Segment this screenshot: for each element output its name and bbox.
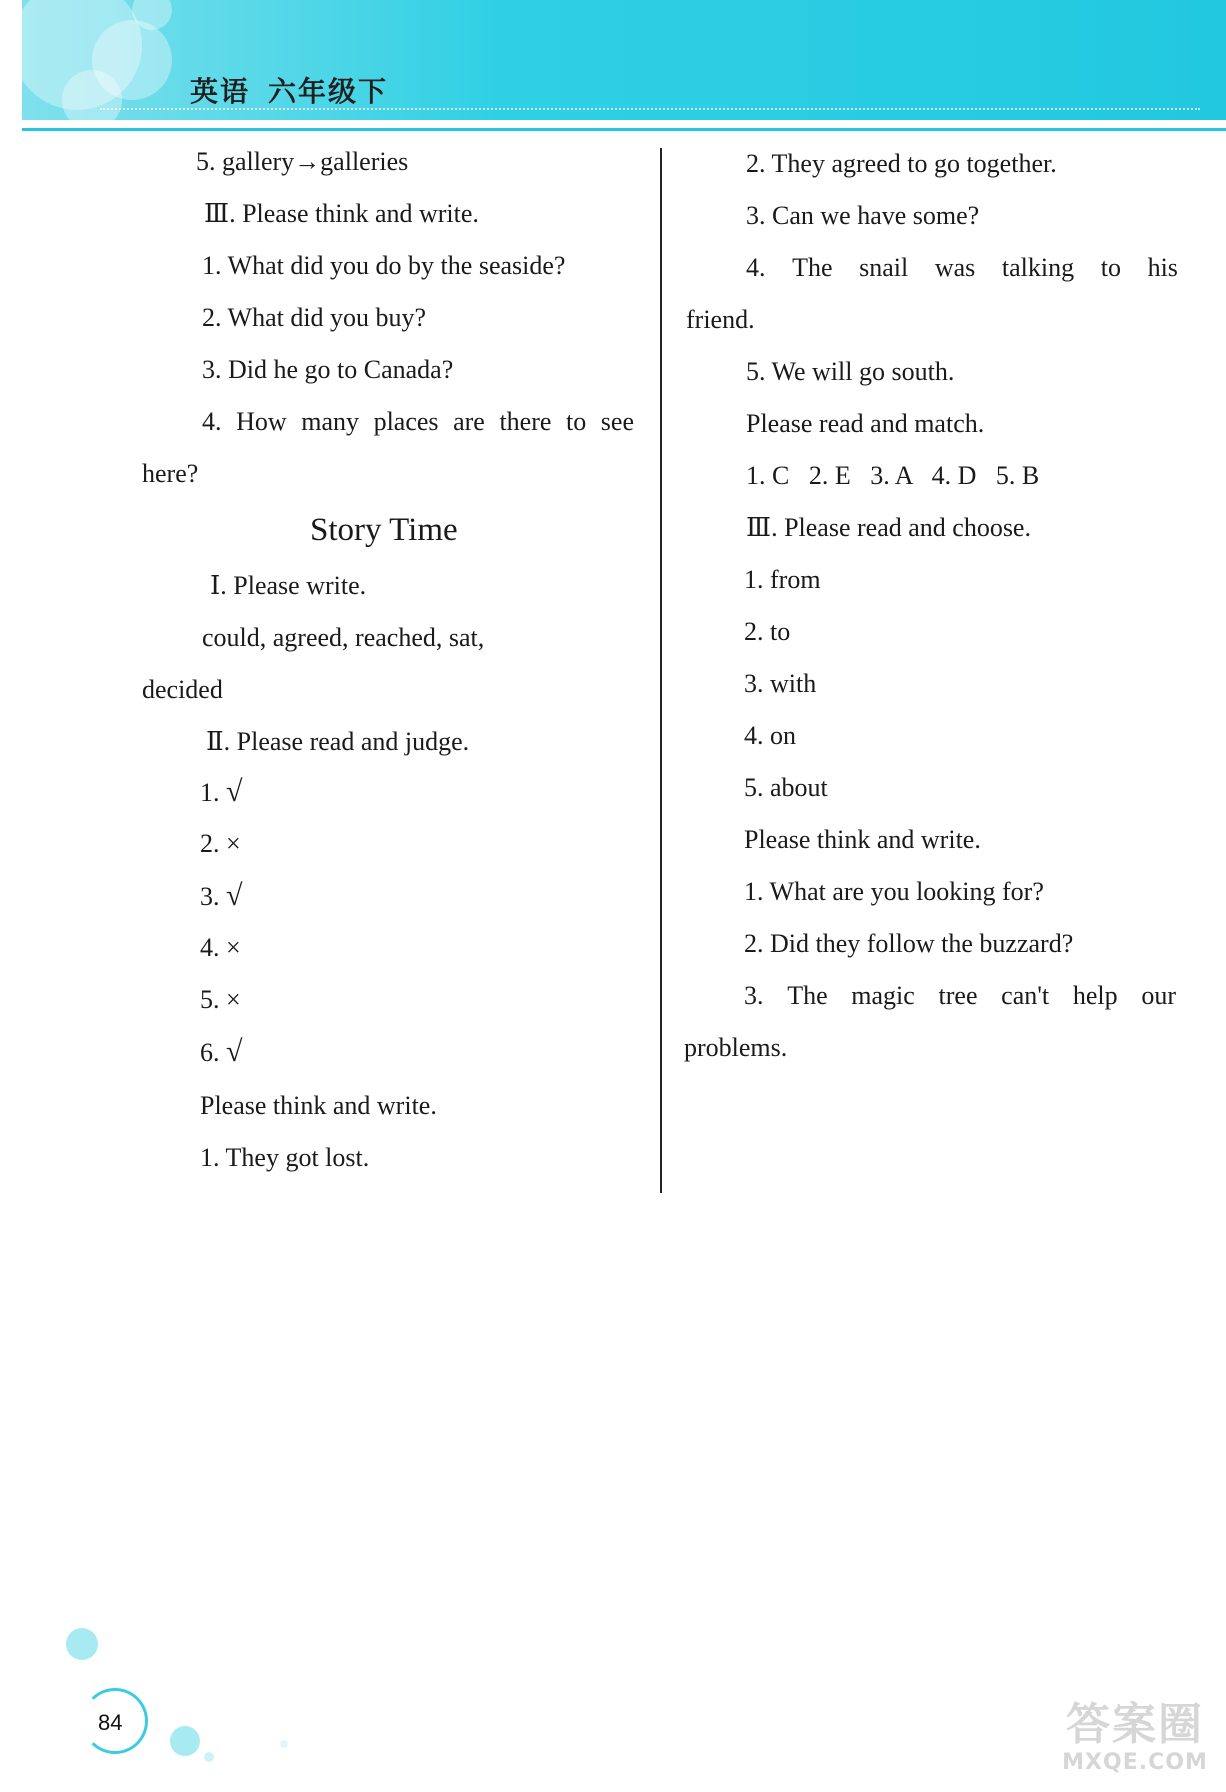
check-mark: √: [226, 1035, 243, 1068]
judge-item: [200, 828, 241, 860]
check-mark: √: [226, 775, 243, 808]
choose-item: 1. from: [744, 565, 821, 594]
judge-number: 6.: [200, 1038, 220, 1067]
word: his: [1147, 253, 1178, 282]
footer-bubble: [204, 1752, 214, 1762]
word: How: [236, 407, 287, 436]
judge-number: 1.: [200, 778, 220, 807]
header-grade: 六年级下: [268, 75, 389, 108]
judge-number: 4.: [200, 933, 220, 962]
word: places: [373, 407, 439, 436]
section-heading: Ⅰ. Please write.: [210, 571, 367, 600]
answer-line: 1. What are you looking for?: [744, 877, 1044, 906]
word: there: [499, 407, 552, 436]
answer-line-justified: [744, 980, 1176, 1012]
answer-line: 5. We will go south.: [746, 357, 955, 386]
word: The: [792, 253, 833, 282]
watermark-text: 答案圈: [1066, 1699, 1204, 1750]
judge-item: [200, 880, 242, 913]
choose-item: 5. about: [744, 773, 828, 802]
answer-line: problems.: [684, 1033, 788, 1062]
judge-item: [200, 984, 241, 1016]
section-heading: Please think and write.: [200, 1091, 437, 1120]
page-number: 84: [98, 1710, 123, 1735]
cross-mark: ×: [226, 829, 241, 858]
answer-line: 1. They got lost.: [200, 1143, 370, 1172]
answer-line: 2. They agreed to go together.: [746, 149, 1057, 178]
section-heading: Ⅱ. Please read and judge.: [206, 727, 470, 756]
answer-line: 5. gallery→galleries: [196, 147, 409, 176]
footer-bubble: [66, 1628, 98, 1660]
word: was: [934, 253, 976, 282]
choose-item: 2. to: [744, 617, 791, 646]
judge-number: 3.: [200, 882, 220, 911]
watermark-logo: [1050, 1700, 1220, 1790]
header-bottom-rule: [22, 128, 1226, 131]
word: tree: [938, 981, 978, 1010]
story-time-title: Story Time: [310, 512, 458, 548]
word: our: [1141, 981, 1176, 1010]
judge-item: [200, 932, 241, 964]
word: 3.: [744, 981, 764, 1010]
word: can't: [1001, 981, 1050, 1010]
judge-number: 5.: [200, 985, 220, 1014]
word: The: [787, 981, 828, 1010]
word: talking: [1001, 253, 1075, 282]
choose-item: 3. with: [744, 669, 817, 698]
footer-bubble: [280, 1740, 288, 1748]
word: to: [565, 407, 587, 436]
answer-line: friend.: [686, 305, 755, 334]
answer-line: 2. What did you buy?: [202, 303, 427, 332]
word: magic: [851, 981, 915, 1010]
answer-line: could, agreed, reached, sat,: [202, 623, 485, 652]
judge-number: 2.: [200, 829, 220, 858]
section-heading: Ⅲ. Please read and choose.: [746, 513, 1031, 542]
check-mark: √: [226, 879, 243, 912]
cross-mark: ×: [226, 933, 241, 962]
judge-item: [200, 1036, 242, 1069]
answer-line-justified: [202, 406, 634, 438]
word: snail: [859, 253, 909, 282]
header-subject: 英语: [190, 75, 251, 108]
header-title: [190, 70, 388, 110]
answer-line: here?: [142, 459, 199, 488]
word: 4.: [746, 253, 766, 282]
column-divider: [660, 148, 662, 1193]
answer-line: 1. What did you do by the seaside?: [202, 251, 566, 280]
answer-line: 3. Did he go to Canada?: [202, 355, 454, 384]
word: help: [1072, 981, 1118, 1010]
answer-line: 2. Did they follow the buzzard?: [744, 929, 1074, 958]
section-heading: Please read and match.: [746, 409, 985, 438]
word: 4.: [202, 407, 222, 436]
answer-line-justified: [746, 252, 1178, 284]
watermark-domain: MXQE.COM: [1062, 1750, 1208, 1775]
word: many: [301, 407, 359, 436]
answer-line: 3. Can we have some?: [746, 201, 980, 230]
word: are: [453, 407, 485, 436]
judge-item: [200, 776, 242, 809]
footer-bubble: [170, 1726, 200, 1756]
answer-line: 1. C 2. E 3. A 4. D 5. B: [746, 461, 1040, 490]
section-heading: Please think and write.: [744, 825, 981, 854]
section-heading: Ⅲ. Please think and write.: [204, 199, 479, 228]
cross-mark: ×: [226, 985, 241, 1014]
word: to: [1100, 253, 1121, 282]
word: see: [600, 407, 634, 436]
choose-item: 4. on: [744, 721, 796, 750]
answer-line: decided: [142, 675, 223, 704]
